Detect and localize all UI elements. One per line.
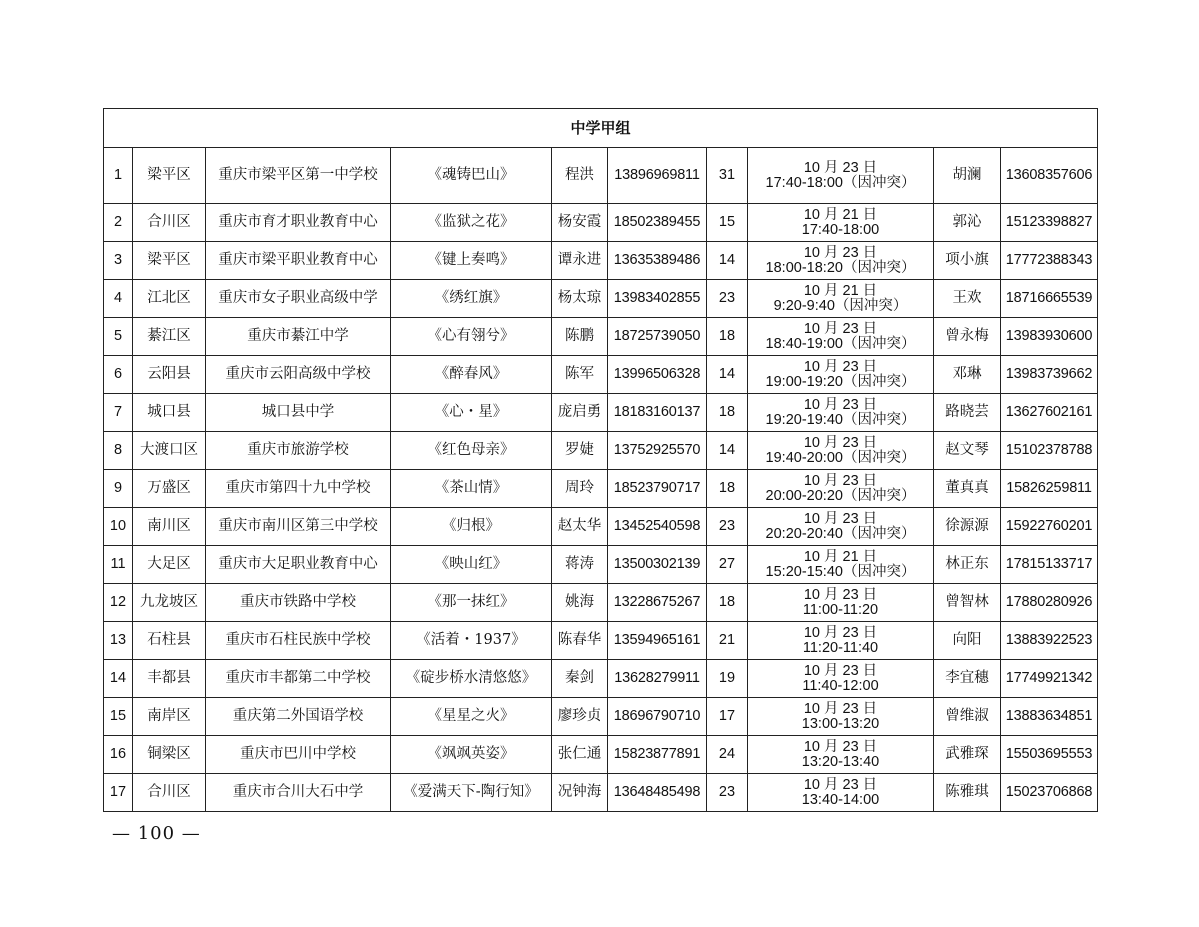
contact-phone-cell: 15023706868 [1001, 774, 1098, 812]
work-title-cell: 《红色母亲》 [391, 432, 552, 470]
code-cell: 21 [707, 622, 748, 660]
school-cell: 重庆市女子职业高级中学 [206, 280, 391, 318]
row-number: 8 [104, 432, 133, 470]
contact-phone-cell: 18716665539 [1001, 280, 1098, 318]
work-title-cell: 《魂铸巴山》 [391, 148, 552, 204]
teacher-phone-cell: 18183160137 [608, 394, 707, 432]
school-cell: 重庆市梁平区第一中学校 [206, 148, 391, 204]
work-title-cell: 《碇步桥水清悠悠》 [391, 660, 552, 698]
work-title-cell: 《醉春风》 [391, 356, 552, 394]
district-cell: 南川区 [133, 508, 206, 546]
group-header-row [104, 109, 1098, 148]
school-cell: 重庆市石柱民族中学校 [206, 622, 391, 660]
time-slot-cell: 10 月 23 日 11:20-11:40 [748, 622, 934, 660]
row-number: 13 [104, 622, 133, 660]
district-cell: 南岸区 [133, 698, 206, 736]
code-cell: 23 [707, 508, 748, 546]
work-title-cell: 《飒飒英姿》 [391, 736, 552, 774]
contact-cell: 路晓芸 [934, 394, 1001, 432]
table-row [104, 280, 1098, 318]
teacher-phone-cell: 13628279911 [608, 660, 707, 698]
time-slot-cell: 10 月 23 日 17:40-18:00（因冲突） [748, 148, 934, 204]
row-number: 5 [104, 318, 133, 356]
table-row [104, 394, 1098, 432]
contact-cell: 董真真 [934, 470, 1001, 508]
table-row [104, 470, 1098, 508]
code-cell: 14 [707, 432, 748, 470]
teacher-phone-cell: 13500302139 [608, 546, 707, 584]
code-cell: 18 [707, 394, 748, 432]
code-cell: 24 [707, 736, 748, 774]
teacher-cell: 杨安霞 [552, 204, 608, 242]
contact-phone-cell: 13883634851 [1001, 698, 1098, 736]
work-title-cell: 《茶山情》 [391, 470, 552, 508]
school-cell: 重庆市南川区第三中学校 [206, 508, 391, 546]
teacher-cell: 姚海 [552, 584, 608, 622]
teacher-cell: 秦剑 [552, 660, 608, 698]
code-cell: 15 [707, 204, 748, 242]
school-cell: 重庆市云阳高级中学校 [206, 356, 391, 394]
time-slot-cell: 10 月 23 日 13:00-13:20 [748, 698, 934, 736]
teacher-cell: 陈春华 [552, 622, 608, 660]
district-cell: 城口县 [133, 394, 206, 432]
teacher-phone-cell: 13594965161 [608, 622, 707, 660]
school-cell: 重庆市育才职业教育中心 [206, 204, 391, 242]
contact-cell: 王欢 [934, 280, 1001, 318]
row-number: 1 [104, 148, 133, 204]
teacher-cell: 廖珍贞 [552, 698, 608, 736]
teacher-phone-cell: 13996506328 [608, 356, 707, 394]
teacher-cell: 陈鹏 [552, 318, 608, 356]
code-cell: 17 [707, 698, 748, 736]
teacher-cell: 罗婕 [552, 432, 608, 470]
teacher-phone-cell: 15823877891 [608, 736, 707, 774]
row-number: 14 [104, 660, 133, 698]
page-number: — 100 — [112, 823, 201, 844]
table-row [104, 318, 1098, 356]
code-cell: 23 [707, 774, 748, 812]
code-cell: 18 [707, 584, 748, 622]
time-slot-cell: 10 月 21 日 9:20-9:40（因冲突） [748, 280, 934, 318]
district-cell: 江北区 [133, 280, 206, 318]
work-title-cell: 《星星之火》 [391, 698, 552, 736]
school-cell: 重庆市铁路中学校 [206, 584, 391, 622]
code-cell: 14 [707, 242, 748, 280]
contact-cell: 武雅琛 [934, 736, 1001, 774]
code-cell: 18 [707, 470, 748, 508]
code-cell: 19 [707, 660, 748, 698]
school-cell: 重庆市第四十九中学校 [206, 470, 391, 508]
row-number: 7 [104, 394, 133, 432]
table-row [104, 546, 1098, 584]
contact-phone-cell: 17880280926 [1001, 584, 1098, 622]
contact-cell: 曾永梅 [934, 318, 1001, 356]
row-number: 6 [104, 356, 133, 394]
district-cell: 梁平区 [133, 242, 206, 280]
district-cell: 九龙坡区 [133, 584, 206, 622]
district-cell: 丰都县 [133, 660, 206, 698]
contact-phone-cell: 17815133717 [1001, 546, 1098, 584]
school-cell: 重庆市綦江中学 [206, 318, 391, 356]
teacher-cell: 谭永进 [552, 242, 608, 280]
teacher-phone-cell: 18502389455 [608, 204, 707, 242]
teacher-cell: 况钟海 [552, 774, 608, 812]
contact-phone-cell: 13983739662 [1001, 356, 1098, 394]
work-title-cell: 《心・星》 [391, 394, 552, 432]
row-number: 15 [104, 698, 133, 736]
teacher-phone-cell: 13635389486 [608, 242, 707, 280]
contact-cell: 曾智林 [934, 584, 1001, 622]
district-cell: 綦江区 [133, 318, 206, 356]
teacher-cell: 张仁通 [552, 736, 608, 774]
contact-phone-cell: 15826259811 [1001, 470, 1098, 508]
table-row [104, 774, 1098, 812]
teacher-phone-cell: 18696790710 [608, 698, 707, 736]
row-number: 11 [104, 546, 133, 584]
table-row [104, 242, 1098, 280]
school-cell: 重庆市巴川中学校 [206, 736, 391, 774]
teacher-phone-cell: 13648485498 [608, 774, 707, 812]
work-title-cell: 《归根》 [391, 508, 552, 546]
district-cell: 大足区 [133, 546, 206, 584]
time-slot-cell: 10 月 23 日 18:00-18:20（因冲突） [748, 242, 934, 280]
contact-cell: 邓琳 [934, 356, 1001, 394]
work-title-cell: 《心有翎兮》 [391, 318, 552, 356]
contact-phone-cell: 17749921342 [1001, 660, 1098, 698]
time-slot-cell: 10 月 23 日 20:00-20:20（因冲突） [748, 470, 934, 508]
table-row [104, 584, 1098, 622]
contact-cell: 项小旗 [934, 242, 1001, 280]
table-row [104, 660, 1098, 698]
contact-phone-cell: 15123398827 [1001, 204, 1098, 242]
row-number: 12 [104, 584, 133, 622]
contact-cell: 徐源源 [934, 508, 1001, 546]
code-cell: 18 [707, 318, 748, 356]
teacher-cell: 庞启勇 [552, 394, 608, 432]
time-slot-cell: 10 月 23 日 19:00-19:20（因冲突） [748, 356, 934, 394]
teacher-phone-cell: 18523790717 [608, 470, 707, 508]
time-slot-cell: 10 月 21 日 15:20-15:40（因冲突） [748, 546, 934, 584]
contact-cell: 郭沁 [934, 204, 1001, 242]
contact-cell: 林正东 [934, 546, 1001, 584]
contact-cell: 曾维淑 [934, 698, 1001, 736]
row-number: 3 [104, 242, 133, 280]
table-row [104, 622, 1098, 660]
teacher-cell: 陈军 [552, 356, 608, 394]
school-cell: 重庆市大足职业教育中心 [206, 546, 391, 584]
work-title-cell: 《活着・1937》 [391, 622, 552, 660]
teacher-phone-cell: 13228675267 [608, 584, 707, 622]
contact-phone-cell: 17772388343 [1001, 242, 1098, 280]
contact-phone-cell: 15503695553 [1001, 736, 1098, 774]
work-title-cell: 《监狱之花》 [391, 204, 552, 242]
teacher-phone-cell: 18725739050 [608, 318, 707, 356]
teacher-phone-cell: 13752925570 [608, 432, 707, 470]
district-cell: 合川区 [133, 774, 206, 812]
contact-phone-cell: 15102378788 [1001, 432, 1098, 470]
teacher-cell: 杨太琼 [552, 280, 608, 318]
district-cell: 云阳县 [133, 356, 206, 394]
school-cell: 城口县中学 [206, 394, 391, 432]
school-cell: 重庆市丰都第二中学校 [206, 660, 391, 698]
code-cell: 31 [707, 148, 748, 204]
code-cell: 14 [707, 356, 748, 394]
district-cell: 合川区 [133, 204, 206, 242]
teacher-cell: 赵太华 [552, 508, 608, 546]
row-number: 2 [104, 204, 133, 242]
table-row [104, 148, 1098, 204]
time-slot-cell: 10 月 23 日 20:20-20:40（因冲突） [748, 508, 934, 546]
code-cell: 23 [707, 280, 748, 318]
work-title-cell: 《映山红》 [391, 546, 552, 584]
school-cell: 重庆市梁平职业教育中心 [206, 242, 391, 280]
contact-phone-cell: 15922760201 [1001, 508, 1098, 546]
time-slot-cell: 10 月 23 日 13:20-13:40 [748, 736, 934, 774]
work-title-cell: 《键上奏鸣》 [391, 242, 552, 280]
contact-cell: 李宜穗 [934, 660, 1001, 698]
time-slot-cell: 10 月 23 日 19:20-19:40（因冲突） [748, 394, 934, 432]
contact-cell: 向阳 [934, 622, 1001, 660]
time-slot-cell: 10 月 23 日 11:00-11:20 [748, 584, 934, 622]
teacher-cell: 周玲 [552, 470, 608, 508]
school-cell: 重庆第二外国语学校 [206, 698, 391, 736]
table-row [104, 508, 1098, 546]
school-cell: 重庆市合川大石中学 [206, 774, 391, 812]
contact-cell: 胡澜 [934, 148, 1001, 204]
district-cell: 大渡口区 [133, 432, 206, 470]
teacher-phone-cell: 13452540598 [608, 508, 707, 546]
code-cell: 27 [707, 546, 748, 584]
time-slot-cell: 10 月 23 日 13:40-14:00 [748, 774, 934, 812]
district-cell: 梁平区 [133, 148, 206, 204]
table-row [104, 204, 1098, 242]
time-slot-cell: 10 月 23 日 11:40-12:00 [748, 660, 934, 698]
contact-cell: 赵文琴 [934, 432, 1001, 470]
district-cell: 万盛区 [133, 470, 206, 508]
contact-phone-cell: 13627602161 [1001, 394, 1098, 432]
teacher-phone-cell: 13983402855 [608, 280, 707, 318]
row-number: 16 [104, 736, 133, 774]
table-row [104, 356, 1098, 394]
contact-phone-cell: 13608357606 [1001, 148, 1098, 204]
teacher-cell: 程洪 [552, 148, 608, 204]
contact-cell: 陈雅琪 [934, 774, 1001, 812]
time-slot-cell: 10 月 23 日 18:40-19:00（因冲突） [748, 318, 934, 356]
table-row [104, 736, 1098, 774]
school-cell: 重庆市旅游学校 [206, 432, 391, 470]
teacher-phone-cell: 13896969811 [608, 148, 707, 204]
row-number: 4 [104, 280, 133, 318]
row-number: 17 [104, 774, 133, 812]
time-slot-cell: 10 月 21 日 17:40-18:00 [748, 204, 934, 242]
contact-phone-cell: 13983930600 [1001, 318, 1098, 356]
work-title-cell: 《爱满天下-陶行知》 [391, 774, 552, 812]
time-slot-cell: 10 月 23 日 19:40-20:00（因冲突） [748, 432, 934, 470]
table-row [104, 432, 1098, 470]
table-row [104, 698, 1098, 736]
district-cell: 石柱县 [133, 622, 206, 660]
contact-phone-cell: 13883922523 [1001, 622, 1098, 660]
row-number: 10 [104, 508, 133, 546]
group-title: 中学甲组 [104, 109, 1098, 148]
district-cell: 铜梁区 [133, 736, 206, 774]
work-title-cell: 《绣红旗》 [391, 280, 552, 318]
competition-schedule-table [103, 108, 1098, 812]
work-title-cell: 《那一抹红》 [391, 584, 552, 622]
teacher-cell: 蒋涛 [552, 546, 608, 584]
row-number: 9 [104, 470, 133, 508]
